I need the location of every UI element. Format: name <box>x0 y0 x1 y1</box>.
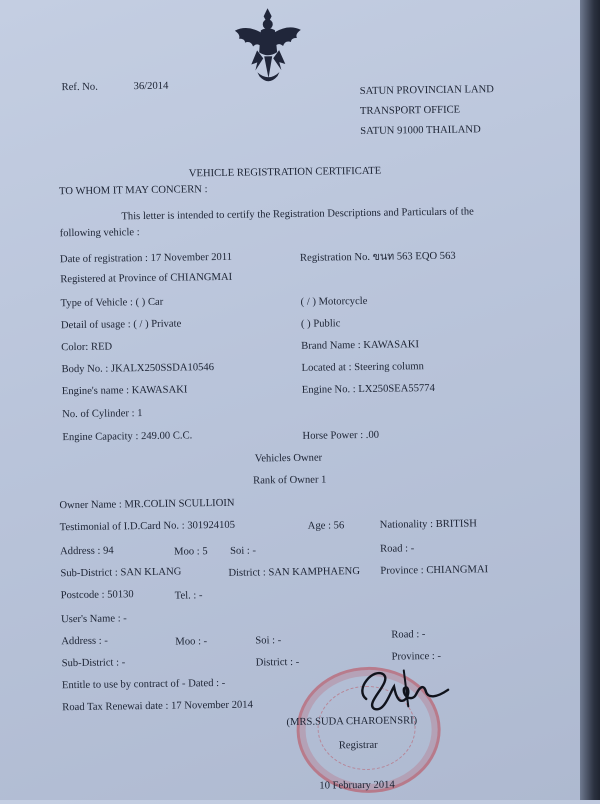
user-province: Province : - <box>391 650 442 663</box>
office-line-2: TRANSPORT OFFICE <box>359 104 461 117</box>
owner-rank: Rank of Owner 1 <box>253 474 327 487</box>
owner-postcode: Postcode : 50130 <box>60 589 134 602</box>
located-at: Located at : Steering column <box>301 361 425 374</box>
handwritten-signature <box>344 658 455 720</box>
owner-province: Province : CHIANGMAI <box>380 564 489 577</box>
office-line-1: SATUN PROVINCIAN LAND <box>359 84 494 97</box>
brand-name: Brand Name : KAWASAKI <box>301 339 420 352</box>
registered-province: Registered at Province of CHIANGMAI <box>60 271 233 286</box>
owner-section-title: Vehicles Owner <box>254 452 323 465</box>
owner-age: Age : 56 <box>307 520 345 532</box>
garuda-emblem-icon <box>231 6 306 87</box>
owner-address: Address : 94 <box>60 545 114 558</box>
signatory-name: (MRS.SUDA CHAROENSRI) <box>286 715 418 729</box>
vehicle-type-car: Type of Vehicle : ( ) Car <box>60 296 164 310</box>
contract-line: Entitle to use by contract of - Dated : - <box>61 677 226 692</box>
issue-date: 10 February 2014 <box>319 779 395 792</box>
ref-number: 36/2014 <box>133 80 169 93</box>
engine-name: Engine's name : KAWASAKI <box>61 384 188 398</box>
office-line-3: SATUN 91000 THAILAND <box>360 124 481 137</box>
engine-capacity: Engine Capacity : 249.00 C.C. <box>62 430 193 444</box>
user-name: User's Name : - <box>60 613 127 626</box>
signatory-title: Registrar <box>338 739 378 752</box>
owner-moo: Moo : 5 <box>174 546 208 558</box>
vehicle-type-motorcycle: ( / ) Motorcycle <box>300 295 368 308</box>
owner-id-card: Testimonial of I.D.Card No. : 301924105 <box>59 519 236 534</box>
vehicle-color: Color: RED <box>61 341 113 354</box>
owner-tel: Tel. : - <box>174 590 203 602</box>
user-moo: Moo : - <box>175 636 208 648</box>
document-title: VEHICLE REGISTRATION CERTIFICATE <box>188 165 382 180</box>
owner-sub-district: Sub-District : SAN KLANG <box>60 566 182 580</box>
cylinder-count: No. of Cylinder : 1 <box>62 408 143 421</box>
registration-number: Registration No. ขนท 563 EQO 563 <box>299 250 456 264</box>
usage-public: ( ) Public <box>300 318 341 330</box>
horse-power: Horse Power : .00 <box>302 429 380 442</box>
owner-road: Road : - <box>380 543 415 555</box>
user-soi: Soi : - <box>255 635 282 647</box>
date-of-registration: Date of registration : 17 November 2011 <box>59 251 233 266</box>
owner-name: Owner Name : MR.COLIN SCULLIOIN <box>59 497 235 512</box>
owner-district: District : SAN KAMPHAENG <box>228 566 361 579</box>
usage-private: Detail of usage : ( / ) Private <box>60 318 182 332</box>
owner-soi: Soi : - <box>230 545 257 557</box>
owner-nationality: Nationality : BRITISH <box>379 518 477 531</box>
road-tax-renewal: Road Tax Renewai date : 17 November 2014 <box>62 699 253 714</box>
ref-label: Ref. No. <box>61 81 98 94</box>
body-number: Body No. : JKALX250SSDA10546 <box>61 362 215 376</box>
user-sub-district: Sub-District : - <box>61 657 126 670</box>
salutation: TO WHOM IT MAY CONCERN : <box>58 184 208 198</box>
user-address: Address : - <box>61 635 108 648</box>
intro-line-2: following vehicle : <box>59 227 140 240</box>
user-district: District : - <box>255 656 300 669</box>
engine-number: Engine No. : LX250SEA55774 <box>301 382 435 396</box>
user-road: Road : - <box>391 629 426 641</box>
intro-line-1: This letter is intended to certify the Registration Descriptions and Particulars of the <box>121 206 474 223</box>
